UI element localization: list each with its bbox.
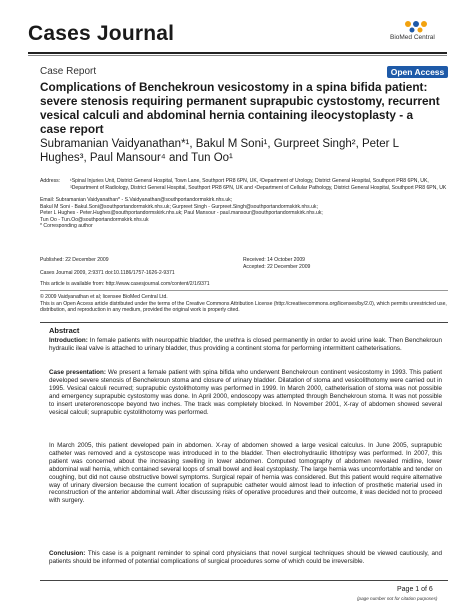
license-block [40, 294, 448, 314]
email-line[interactable]: Peter L Hughes - Peter.Hughes@southportandormskirk.nhs.uk; Paul Mansour - paul.mansour@southportandormskirk.nhs.uk; [40, 210, 323, 217]
section-label: Introduction: [49, 337, 88, 344]
corresponding-author-note: * Corresponding author [40, 223, 93, 230]
publisher-logo-text: BioMed Central [390, 34, 435, 41]
article-type: Case Report [40, 66, 97, 77]
address-text: ¹Spinal Injuries Unit, District General Hospital, Town Lane, Southport PR8 6PN, UK, ²Department of Urology, District General Hospital, Southport PR8 6PN, UK, ³Department of Radiology, District General Hospital, Southport PR8 6PN, UK and ⁴Department of Cellular Pathology, District General Hospital, Southport PR8 6PN, UK [70, 178, 447, 191]
section-label: Case presentation: [49, 369, 106, 376]
section-text: We present a female patient with spina bifida who underwent Benchekroun continent vesicostomy in 1993. This patient developed severe stenosis of Benchekroun stoma and closure of urinary bladder. Dilatation of stoma and vesicolithotomy were carried out in 1995. Vesical calculi recurred; suprapubic cystolithotomy was performed in 1999. In March 2000, catheterisation of stoma was not possible and emergency suprapubic cystostomy was done. In April 2000, endoscopy was attempted through Benchekroun stoma. It was not possible to insert ureterorenoscope beyond two inches. The track was completely blocked. In November 2001, X-ray of abdomen showed several vesical calculi; suprapubic cystolithotomy was performed. [49, 369, 442, 416]
open-access-badge: Open Access [387, 66, 448, 78]
received-date: Received: 14 October 2009 [243, 257, 306, 263]
section-text: This case is a poignant reminder to spinal cord physicians that novel surgical techniques should be viewed cautiously, and patients should be informed of potential complications of surgical procedures some of which could be irreversible. [49, 550, 442, 565]
page-number: Page 1 of 6 [397, 586, 433, 593]
citation-doi: Cases Journal 2009, 2:9371 doi:10.1186/1757-1626-2-9371 [40, 270, 175, 276]
logo-dot-1 [405, 21, 411, 27]
section-text: In female patients with neuropathic bladder, the urethra is closed permanently in order to avoid urine leak. Then Benchekroun hydraulic ileal valve is attached to urinary bladder, thus providing a continent stoma for performing intermittent catheterisations. [49, 337, 442, 352]
abstract-introduction [49, 337, 442, 353]
email-block [40, 197, 448, 230]
abstract-conclusion [49, 550, 442, 566]
logo-dot-2 [413, 21, 419, 27]
copyright-line: © 2009 Vaidyanathan et al; licensee BioMed Central Ltd. [40, 294, 168, 300]
logo-dot-5 [418, 28, 423, 33]
license-text: This is an Open Access article distributed under the terms of the Creative Commons Attribution License (http://creativecommons.org/licenses/by/2.0), which permits unrestricted use, distribution, and reproduction in any medium, provided the original work is properly cited. [40, 300, 447, 314]
address-label: Address: [40, 178, 61, 184]
journal-title: Cases Journal [28, 22, 175, 45]
header-rule-thin [28, 55, 447, 56]
logo-dot-3 [421, 21, 427, 27]
accepted-date: Accepted: 22 December 2009 [243, 263, 311, 270]
section-text: In March 2005, this patient developed pain in abdomen. X-ray of abdomen showed a large vesical calculus. In June 2005, suprapubic catheter was removed and a cystoscope was introduced in to the bladder. Then electrohydraulic lithotripsy was performed. In 2007, this patient was concerned about the increasing swelling in lower abdomen. Computed tomography of abdomen revealed midline, lower abdominal wall hernia, which contained several loops of small bowel and ileal cystoplasty. The large hernia was uncomfortable and tender on coughing, but did not cause obstructive bowel symptoms. Surgical repair of hernia was considered. But this patient would require alternative way of urinary diversion because the current location of suprapubic catheter would almost lead to infection of prosthetic material used in reconstruction of the anterior abdominal wall. After discussing risks of operative procedures and their outcome, it was decided not to proceed with surgery. [49, 442, 442, 505]
page-note: (page number not for citation purposes) [357, 596, 438, 601]
author-list: Subramanian Vaidyanathan*¹, Bakul M Soni¹, Gurpreet Singh², Peter L Hughes³, Paul Mansour⁴ and Tun Oo¹ [40, 138, 399, 164]
abstract-case-continued [49, 442, 442, 505]
article-title: Complications of Benchekroun vesicostomy in a spina bifida patient: severe stenosis requiring permanent suprapubic cystostomy, recurrent vesical calculi and abdominal hernia containing ileocystoplasty - a case report [40, 80, 440, 136]
email-line[interactable]: Bakul M Soni - Bakul.Soni@southportandormskirk.nhs.uk; Gurpreet Singh - Gurpreet.Singh@southportandormskirk.nhs.uk; [40, 203, 318, 210]
published-date: Published: 22 December 2009 [40, 257, 109, 263]
license-divider [40, 290, 448, 291]
abstract-case-presentation [49, 369, 442, 416]
email-line[interactable]: Email: Subramanian Vaidyanathan* - S.Vaidyanathan@southportandormskirk.nhs.uk; [40, 197, 233, 203]
article-link[interactable]: This article is available from: http://www.casesjournal.com/content/2/1/9371 [40, 281, 210, 287]
email-line[interactable]: Tun Oo - Tun.Oo@southportandormskirk.nhs.uk [40, 216, 149, 223]
logo-dot-4 [410, 28, 415, 33]
abstract-heading: Abstract [49, 326, 80, 335]
header-rule [28, 52, 447, 54]
section-label: Conclusion: [49, 550, 86, 557]
received-accepted-dates [243, 257, 310, 270]
